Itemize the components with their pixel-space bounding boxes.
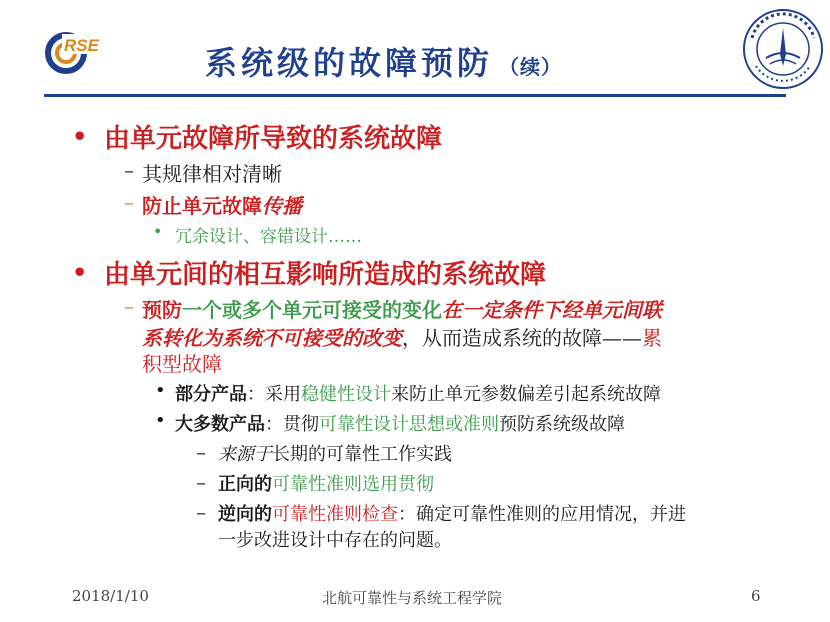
rse-logo-text: RSE [64, 36, 99, 55]
title-divider [44, 94, 786, 97]
item2-heading: 由单元间的相互影响所造成的系统故障 [104, 260, 547, 290]
item2-bullet2 [175, 410, 625, 436]
item2-sub-line3: 积型故障 [142, 352, 222, 376]
bullet-2: • [72, 258, 88, 287]
d1-p1: 来源于 [218, 444, 272, 465]
item2-sub-p6: 累 [642, 326, 662, 350]
dot-1: • [153, 222, 163, 241]
bullet1-label: 部分产品 [175, 384, 247, 405]
item2-sub-p5: ，从而造成系统的故障—— [402, 326, 642, 350]
item2-sub-line2 [142, 322, 662, 351]
item2-sub-p2: 一个或多个单元可接受的变化 [182, 298, 442, 322]
d2-p1: 正向的 [218, 474, 272, 495]
bullet-1: • [72, 122, 88, 151]
page-title [205, 38, 562, 84]
dash-5: – [196, 470, 206, 494]
item1-sub2-child: 冗余设计、容错设计…… [175, 227, 362, 247]
item2-sub-line1 [142, 294, 662, 323]
rse-logo [44, 30, 112, 76]
bullet2-p1: ：贯彻 [265, 414, 319, 435]
title-main: 系统级的故障预防 [205, 44, 494, 82]
d2-p2: 可靠性准则选用贯彻 [272, 474, 434, 495]
d3-p1: 逆向的 [218, 504, 272, 525]
d3-p3: ：确定可靠性准则的应用情况，并进 [398, 504, 686, 525]
item1-sub1: 其规律相对清晰 [142, 162, 282, 186]
item1-sub2-a: 防止 [142, 194, 182, 218]
item1-heading: 由单元故障所导致的系统故障 [104, 124, 443, 154]
item2-d1 [218, 440, 452, 466]
dash-3: – [124, 294, 134, 318]
footer-date: 2018/1/10 [72, 587, 149, 605]
title-suffix: （续） [499, 55, 563, 79]
d3-p2: 可靠性准则检查 [272, 504, 398, 525]
dash-2: – [124, 190, 134, 214]
bullet1-p2: 稳健性设计 [301, 384, 391, 405]
dash-4: – [196, 440, 206, 464]
dash-6: – [196, 500, 206, 524]
item2-d3 [218, 500, 686, 526]
item2-sub-p1: 预防 [142, 298, 182, 322]
item1-sub2-c: 传播 [262, 194, 302, 218]
university-seal [742, 8, 824, 90]
footer-page-number: 6 [751, 587, 761, 605]
dash-1: – [124, 158, 134, 182]
bullet1-p1: ：采用 [247, 384, 301, 405]
bullet1-p3: 来防止单元参数偏差引起系统故障 [391, 384, 661, 405]
item2-d2 [218, 470, 434, 496]
dot-3: • [155, 410, 166, 431]
item2-sub-p3: 在一定条件下经单元间联 [442, 298, 662, 322]
d1-p2: 长期的可靠性工作实践 [272, 444, 452, 465]
bullet2-label: 大多数产品 [175, 414, 265, 435]
item2-sub-p4: 系转化为系统不可接受的改变 [142, 326, 402, 350]
item1-sub2-b: 单元故障 [182, 194, 262, 218]
bullet2-p2: 可靠性设计思想或准则 [319, 414, 499, 435]
item2-d3-cont: 一步改进设计中存在的问题。 [218, 530, 452, 551]
bullet2-p3: 预防系统级故障 [499, 414, 625, 435]
item1-sub2 [142, 190, 302, 219]
footer-org: 北航可靠性与系统工程学院 [322, 589, 503, 607]
dot-2: • [155, 380, 166, 401]
item2-bullet1 [175, 380, 661, 406]
